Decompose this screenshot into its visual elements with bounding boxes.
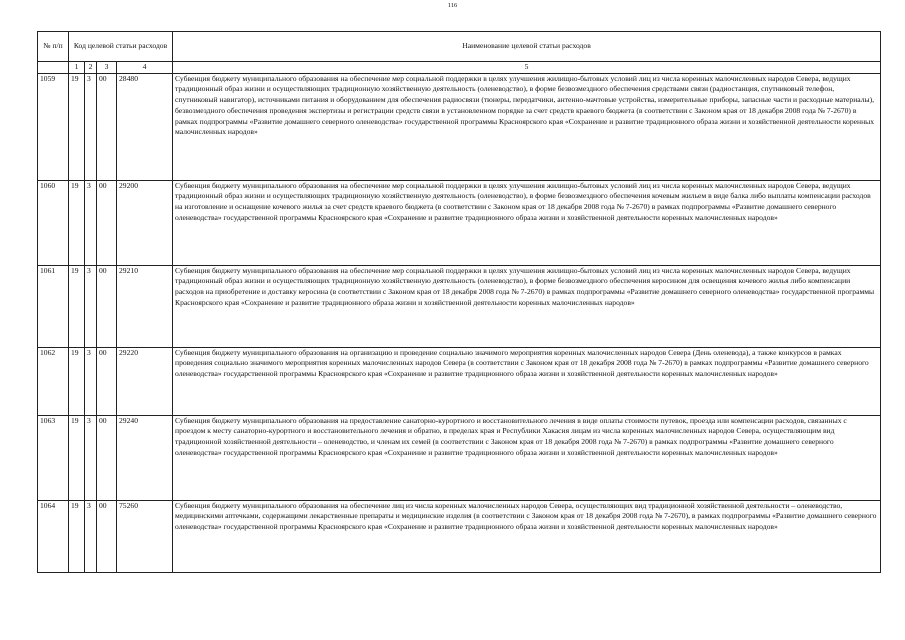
table-row — [38, 180, 881, 265]
code-part-1: 19 — [69, 415, 85, 500]
expenditure-name: Субвенция бюджету муниципального образования на предоставление санаторно-курортного и восстановительного лечения в виде оплаты стоимости путевок, проезда или компенсации расходов, связанных с проездом к месту санаторно-курортного и восстановительного лечения и обратно, в пределах края и Республики Хакасия лицам из числа коренных малочисленных народов Севера, осуществляющим вид традиционной хозяйственной деятельности – оленеводство, и членам их семей (в соответствии с Законом края от 18 декабря 2008 года № 7-2670) в рамках подпрограммы «Развитие домашнего северного оленеводства» государственной программы Красноярского края «Сохранение и развитие традиционного образа жизни и хозяйственной деятельности коренных малочисленных народов» — [173, 415, 881, 500]
code-part-4: 75260 — [117, 500, 173, 572]
table-row — [38, 347, 881, 415]
col-number-blank — [38, 62, 69, 74]
col-number-3: 3 — [97, 62, 117, 74]
code-part-2: 3 — [85, 415, 97, 500]
code-part-1: 19 — [69, 180, 85, 265]
expenditure-name: Субвенция бюджету муниципального образования на организацию и проведение социально значимого мероприятия коренных малочисленных народов Севера (День оленевода), а также конкурсов в рамках проведения социально значимого мероприятия коренных малочисленных народов Севера (в соответствии с Законом края от 18 декабря 2008 года № 7-2670) в рамках подпрограммы «Развитие домашнего северного оленеводства» государственной программы Красноярского края «Сохранение и развитие традиционного образа жизни и хозяйственной деятельности коренных малочисленных народов» — [173, 347, 881, 415]
expenditure-name: Субвенция бюджету муниципального образования на обеспечение мер социальной поддержки в целях улучшения жилищно-бытовых условий лиц из числа коренных малочисленных народов Севера, ведущих традиционный образ жизни и осуществляющих традиционную хозяйственную деятельность (оленеводство), в форме безвозмездного обеспечения средствами связи (радиостанция, спутниковый телефон, спутниковый навигатор), источниками питания и оборудованием для обеспечения радиосвязи (тюнеры, передатчики, антенно-мачтовые устройства, измерительные приборы, запасные части и расходные материалы), безвозмездного обеспечения проведения экспертизы и регистрации средств связи в установленном порядке за счет средств краевого бюджета (в соответствии с Законом края от 18 декабря 2008 года № 7-2670) в рамках подпрограммы «Развитие домашнего северного оленеводства» государственной программы Красноярского края «Сохранение и развитие традиционного образа жизни и хозяйственной деятельности коренных малочисленных народов» — [173, 73, 881, 180]
target-expenditure-table — [37, 31, 881, 573]
code-part-1: 19 — [69, 265, 85, 347]
code-part-2: 3 — [85, 73, 97, 180]
code-part-2: 3 — [85, 500, 97, 572]
row-number: 1063 — [38, 415, 69, 500]
col-header-code: Код целевой статьи расходов — [69, 32, 173, 62]
table-row — [38, 500, 881, 572]
code-part-1: 19 — [69, 347, 85, 415]
code-part-1: 19 — [69, 500, 85, 572]
col-number-2: 2 — [85, 62, 97, 74]
row-number: 1064 — [38, 500, 69, 572]
table-row — [38, 73, 881, 180]
expenditure-name: Субвенция бюджету муниципального образования на обеспечение лиц из числа коренных малочисленных народов Севера, осуществляющих вид традиционной хозяйственной деятельности – оленеводство, медицинскими аптечками, содержащими лекарственные препараты и медицинские изделия (в соответствии с Законом края от 18 декабря 2008 года № 7-2670), в рамках подпрограммы «Развитие домашнего северного оленеводства» государственной программы Красноярского края «Сохранение и развитие традиционного образа жизни и хозяйственной деятельности коренных малочисленных народов» — [173, 500, 881, 572]
code-part-1: 19 — [69, 73, 85, 180]
col-number-1: 1 — [69, 62, 85, 74]
header-row — [38, 32, 881, 62]
row-number: 1060 — [38, 180, 69, 265]
table-row — [38, 265, 881, 347]
expenditure-name: Субвенция бюджету муниципального образования на обеспечение мер социальной поддержки в целях улучшения жилищно-бытовых условий лиц из числа коренных малочисленных народов Севера, ведущих традиционный образ жизни и осуществляющих традиционную хозяйственную деятельность (оленеводство), в форме безвозмездного обеспечения кочевым жильем в виде балка либо выплаты компенсации расходов на изготовление и оснащение кочевого жилья за счет средств краевого бюджета (в соответствии с Законом края от 18 декабря 2008 года № 7-2670) в рамках подпрограммы «Развитие домашнего северного оленеводства» государственной программы Красноярского края «Сохранение и развитие традиционного образа жизни и хозяйственной деятельности коренных малочисленных народов» — [173, 180, 881, 265]
table-row — [38, 415, 881, 500]
expenditure-name: Субвенция бюджету муниципального образования на обеспечение мер социальной поддержки в целях улучшения жилищно-бытовых условий лиц из числа коренных малочисленных народов Севера, ведущих традиционный образ жизни и осуществляющих традиционную хозяйственную деятельность (оленеводство), в форме безвозмездного обеспечения керосином для освещения кочевого жилья либо компенсации расходов на приобретение и доставку керосина (в соответствии с Законом края от 18 декабря 2008 года № 7-2670) в рамках подпрограммы «Развитие домашнего северного оленеводства» государственной программы Красноярского края «Сохранение и развитие традиционного образа жизни и хозяйственной деятельности коренных малочисленных народов» — [173, 265, 881, 347]
code-part-4: 29210 — [117, 265, 173, 347]
code-part-4: 28480 — [117, 73, 173, 180]
code-part-3: 00 — [97, 265, 117, 347]
row-number: 1059 — [38, 73, 69, 180]
code-part-4: 29240 — [117, 415, 173, 500]
code-part-4: 29220 — [117, 347, 173, 415]
code-part-3: 00 — [97, 180, 117, 265]
row-number: 1061 — [38, 265, 69, 347]
code-part-2: 3 — [85, 347, 97, 415]
code-part-2: 3 — [85, 180, 97, 265]
page-number: 116 — [447, 2, 458, 9]
col-header-name: Наименование целевой статьи расходов — [173, 32, 881, 62]
code-part-2: 3 — [85, 265, 97, 347]
column-number-row — [38, 62, 881, 74]
code-part-3: 00 — [97, 73, 117, 180]
code-part-4: 29200 — [117, 180, 173, 265]
code-part-3: 00 — [97, 500, 117, 572]
code-part-3: 00 — [97, 347, 117, 415]
col-header-num: № п/п — [38, 32, 69, 62]
col-number-5: 5 — [173, 62, 881, 74]
row-number: 1062 — [38, 347, 69, 415]
col-number-4: 4 — [117, 62, 173, 74]
code-part-3: 00 — [97, 415, 117, 500]
